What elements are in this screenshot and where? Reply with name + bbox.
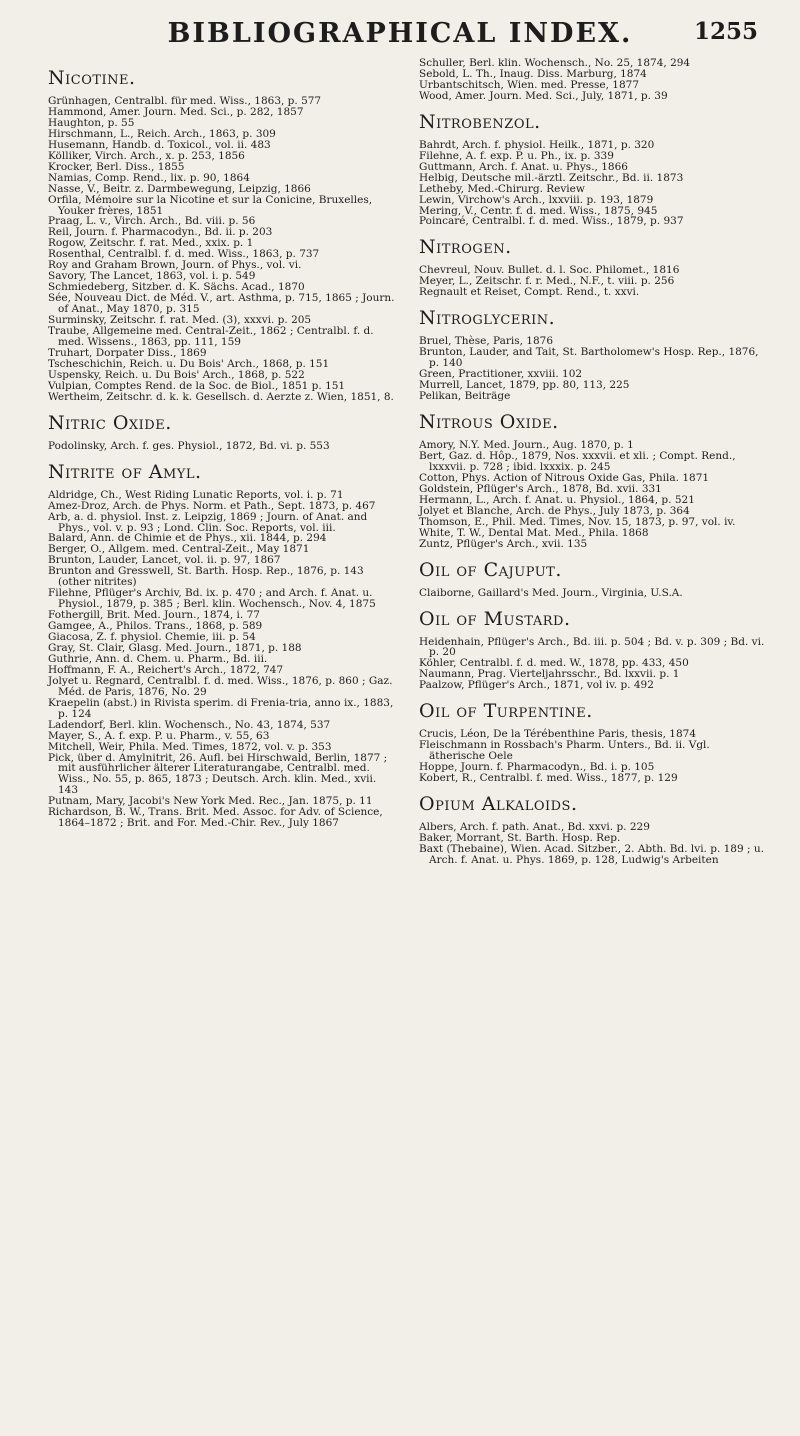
index-entry: Crucis, Léon, De la Térébenthine Paris, thesis, 1874: [419, 728, 696, 741]
index-entry: Balard, Ann. de Chimie et de Phys., xii. 1844, p. 294: [48, 532, 327, 545]
index-entry: Wertheim, Zeitschr. d. k. k. Gesellsch. d. Aerzte z. Wien, 1851, 8.: [48, 390, 394, 403]
index-entry: Gray, St. Clair, Glasg. Med. Journ., 1871, p. 188: [48, 641, 302, 654]
section-heading: Nicotine.: [48, 67, 136, 89]
index-entry: Hoppe, Journ. f. Pharmacodyn., Bd. i. p. 105: [419, 761, 655, 774]
index-entry: Grünhagen, Centralbl. für med. Wiss., 1863, p. 577: [48, 95, 322, 107]
index-entry: Praag, L. v., Virch. Arch., Bd. viii. p. 56: [48, 215, 256, 228]
section-heading: Nitroglycerin.: [419, 307, 556, 330]
index-entry: Wood, Amer. Journ. Med. Sci., July, 1871, p. 39: [419, 89, 668, 102]
index-entry: Amez-Droz, Arch. de Phys. Norm. et Path., Sept. 1873, p. 467: [48, 499, 376, 512]
index-entry: Poincaré, Centralbl. f. d. med. Wiss., 1879, p. 937: [419, 215, 684, 228]
index-entry: Richardson, B. W., Trans. Brit. Med. Assoc. for Adv. of Science, 1864–1872 ; Brit. and For. Med.-Chir. Rev., July 1867: [48, 806, 383, 830]
index-entry: Orfila, Mémoire sur la Nicotine et sur la Conicine, Bruxelles, Youker frères, 1851: [48, 193, 373, 217]
section-heading: Nitric Oxide.: [48, 411, 172, 434]
index-entry: Sée, Nouveau Dict. de Méd. V., art. Asthma, p. 715, 1865 ; Journ. of Anat., May 1870, p. 315: [48, 292, 395, 316]
index-entry: Podolinsky, Arch. f. ges. Physiol., 1872, Bd. vi. p. 553: [48, 439, 330, 452]
index-entry: Goldstein, Pflüger's Arch., 1878, Bd. xvii. 331: [419, 482, 662, 495]
index-entry: Haughton, p. 55: [48, 116, 135, 129]
index-entry: Tscheschichin, Reich. u. Du Bois' Arch., 1868, p. 151: [48, 357, 330, 370]
index-section: [419, 58, 769, 102]
index-section: [48, 410, 398, 452]
index-entry: Helbig, Deutsche mil.-ärztl. Zeitschr., Bd. ii. 1873: [419, 171, 684, 184]
index-entry: Amory, N.Y. Med. Journ., Aug. 1870, p. 1: [419, 439, 634, 452]
index-entry: Aldridge, Ch., West Riding Lunatic Reports, vol. i. p. 71: [48, 488, 344, 501]
index-entry: Nasse, V., Beitr. z. Darmbewegung, Leipzig, 1866: [48, 182, 311, 195]
index-entry: Kobert, R., Centralbl. f. med. Wiss., 1877, p. 129: [419, 772, 678, 785]
index-entry: Surminsky, Zeitschr. f. rat. Med. (3), xxxvi. p. 205: [48, 314, 312, 327]
index-entry: Sebold, L. Th., Inaug. Diss. Marburg, 1874: [419, 67, 647, 80]
index-entry: Vulpian, Comptes Rend. de la Soc. de Biol., 1851 p. 151: [48, 379, 346, 392]
section-heading: Oil of Cajuput.: [419, 558, 562, 581]
index-entry: Zuntz, Pflüger's Arch., xvii. 135: [419, 537, 588, 550]
index-entry: Schuller, Berl. klin. Wochensch., No. 25, 1874, 294: [419, 57, 691, 69]
index-section: [419, 409, 769, 550]
index-entry: Baker, Morrant, St. Barth. Hosp. Rep.: [419, 831, 621, 844]
index-section: [419, 698, 769, 784]
index-entry: Mering, V., Centr. f. d. med. Wiss., 1875, 945: [419, 204, 658, 217]
index-section: [419, 109, 769, 228]
index-entry: Claiborne, Gaillard's Med. Journ., Virginia, U.S.A.: [419, 586, 683, 599]
index-entry: Meyer, L., Zeitschr. f. r. Med., N.F., t. viii. p. 256: [419, 275, 675, 288]
index-entry: Husemann, Handb. d. Toxicol., vol. ii. 483: [48, 138, 271, 151]
index-section: [48, 65, 398, 403]
index-entry: Lewin, Virchow's Arch., lxxviii. p. 193, 1879: [419, 193, 654, 206]
section-heading: Oil of Turpentine.: [419, 700, 593, 723]
index-entry: Hermann, L., Arch. f. Anat. u. Physiol., 1864, p. 521: [419, 493, 695, 506]
index-entry: Gamgee, A., Philos. Trans., 1868, p. 589: [48, 620, 263, 633]
index-entry: Giacosa, Z. f. physiol. Chemie, iii. p. 54: [48, 631, 256, 644]
index-section: [419, 234, 769, 298]
index-entry: Guthrie, Ann. d. Chem. u. Pharm., Bd. iii.: [48, 652, 268, 665]
index-entry: Mitchell, Weir, Phila. Med. Times, 1872, vol. v. p. 353: [48, 740, 332, 753]
index-entry: Thomson, E., Phil. Med. Times, Nov. 15, 1873, p. 97, vol. iv.: [419, 515, 736, 528]
index-entry: White, T. W., Dental Mat. Med., Phila. 1868: [419, 526, 649, 539]
section-heading: Nitrous Oxide.: [419, 411, 559, 434]
index-entry: Rosenthal, Centralbl. f. d. med. Wiss., 1863, p. 737: [48, 248, 320, 261]
index-entry: Filehne, Pflüger's Archiv, Bd. ix. p. 470 ; and Arch. f. Anat. u. Physiol., 1879, p. 385 ; Berl. klin. Wochensch., Nov. 4, 1875: [48, 587, 376, 611]
index-entry: Hirschmann, L., Reich. Arch., 1863, p. 309: [48, 127, 276, 140]
index-entry: Brunton, Lauder, Lancet, vol. ii. p. 97, 1867: [48, 554, 281, 567]
index-entry: Krocker, Berl. Diss., 1855: [48, 160, 185, 173]
section-heading: Nitrogen.: [419, 236, 512, 259]
section-heading: Nitrite of Amyl.: [48, 460, 202, 483]
index-entry: Arb, a. d. physiol. Inst. z. Leipzig, 1869 ; Journ. of Anat. and Phys., vol. v. p. 93 ; Lond. Clin. Soc. Reports, vol. iii.: [48, 510, 368, 534]
index-entry: Naumann, Prag. Vierteljahrsschr., Bd. lxxvii. p. 1: [419, 668, 680, 681]
index-entry: Savory, The Lancet, 1863, vol. i. p. 549: [48, 270, 256, 283]
index-entry: Brunton and Gresswell, St. Barth. Hosp. Rep., 1876, p. 143 (other nitrites): [48, 565, 364, 589]
index-entry: Kraepelin (abst.) in Rivista sperim. di Frenia-tria, anno ix., 1883, p. 124: [48, 696, 394, 720]
index-entry: Schmiedeberg, Sitzber. d. K. Sächs. Acad., 1870: [48, 281, 305, 294]
index-entry: Fleischmann in Rossbach's Pharm. Unters., Bd. ii. Vgl. ätherische Oele: [419, 739, 710, 763]
section-heading: Oil of Mustard.: [419, 607, 571, 630]
left-column: [48, 58, 398, 829]
section-heading: Opium Alkaloids.: [419, 793, 578, 816]
index-entry: Bert, Gaz. d. Hôp., 1879, Nos. xxxvii. et xli. ; Compt. Rend., lxxxvii. p. 728 ; ibid. lxxxix. p. 245: [419, 449, 736, 473]
index-entry: Köhler, Centralbl. f. d. med. W., 1878, pp. 433, 450: [419, 657, 689, 670]
page-title: BIBLIOGRAPHICAL INDEX.: [167, 18, 633, 49]
index-entry: Roy and Graham Brown, Journ. of Phys., vol. vi.: [48, 259, 302, 272]
index-entry: Green, Practitioner, xxviii. 102: [419, 368, 583, 381]
index-section: [48, 459, 398, 830]
index-entry: Chevreul, Nouv. Bullet. d. l. Soc. Philomet., 1816: [419, 264, 680, 277]
index-section: [419, 606, 769, 692]
index-entry: Kölliker, Virch. Arch., x. p. 253, 1856: [48, 149, 245, 162]
index-entry: Baxt (Thebaine), Wien. Acad. Sitzber., 2. Abth. Bd. lvi. p. 189 ; u. Arch. f. Anat. u. Phys. 1869, p. 128, Ludwig's Arbeiten: [419, 842, 764, 866]
index-entry: Jolyet et Blanche, Arch. de Phys., July 1873, p. 364: [419, 504, 690, 517]
index-entry: Truhart, Dorpater Diss., 1869: [48, 346, 207, 359]
index-entry: Albers, Arch. f. path. Anat., Bd. xxvi. p. 229: [419, 821, 650, 834]
index-entry: Mayer, S., A. f. exp. P. u. Pharm., v. 55, 63: [48, 729, 270, 742]
index-entry: Brunton, Lauder, and Tait, St. Bartholomew's Hosp. Rep., 1876, p. 140: [419, 346, 759, 370]
index-entry: Urbantschitsch, Wien. med. Presse, 1877: [419, 78, 640, 91]
index-entry: Traube, Allgemeine med. Central-Zeit., 1862 ; Centralbl. f. d. med. Wissens., 1863, pp. 111, 159: [48, 325, 374, 348]
index-section: [419, 557, 769, 599]
index-section: [419, 791, 769, 866]
index-entry: Regnault et Reiset, Compt. Rend., t. xxvi.: [419, 286, 640, 299]
index-section: [419, 305, 769, 402]
index-entry: Putnam, Mary, Jacobi's New York Med. Rec., Jan. 1875, p. 11: [48, 795, 373, 808]
index-entry: Bruel, Thèse, Paris, 1876: [419, 335, 554, 348]
index-entry: Pelikan, Beiträge: [419, 390, 511, 403]
index-entry: Guttmann, Arch. f. Anat. u. Phys., 1866: [419, 160, 628, 173]
index-entry: Filehne, A. f. exp. P. u. Ph., ix. p. 339: [419, 149, 614, 162]
section-heading: Nitrobenzol.: [419, 110, 541, 133]
index-entry: Murrell, Lancet, 1879, pp. 80, 113, 225: [419, 379, 630, 392]
index-entry: Bahrdt, Arch. f. physiol. Heilk., 1871, p. 320: [419, 138, 655, 151]
index-entry: Fothergill, Brit. Med. Journ., 1874, i. 77: [48, 609, 260, 622]
index-entry: Ladendorf, Berl. klin. Wochensch., No. 43, 1874, 537: [48, 718, 331, 731]
index-entry: Hammond, Amer. Journ. Med. Sci., p. 282, 1857: [48, 105, 304, 118]
index-entry: Heidenhain, Pflüger's Arch., Bd. iii. p. 504 ; Bd. v. p. 309 ; Bd. vi. p. 20: [419, 635, 765, 659]
index-entry: Rogow, Zeitschr. f. rat. Med., xxix. p. 1: [48, 237, 254, 250]
index-entry: Reil, Journ. f. Pharmacodyn., Bd. ii. p. 203: [48, 226, 273, 239]
index-entry: Pick, über d. Amylnitrit, 26. Aufl. bei Hirschwald, Berlin, 1877 ; mit ausführlicher älterer Literaturangabe, Centralbl. med. Wiss., No. 55, p. 865, 1873 ; Deutsch. Arch. klin. Med., xvii. 143: [48, 751, 388, 797]
index-entry: Namias, Comp. Rend., lix. p. 90, 1864: [48, 171, 250, 184]
index-entry: Cotton, Phys. Action of Nitrous Oxide Gas, Phila. 1871: [419, 471, 710, 484]
index-entry: Hoffmann, F. A., Reichert's Arch., 1872, 747: [48, 663, 284, 676]
index-entry: Paalzow, Pflüger's Arch., 1871, vol iv. p. 492: [419, 679, 654, 692]
index-entry: Jolyet u. Regnard, Centralbl. f. d. med. Wiss., 1876, p. 860 ; Gaz. Méd. de Paris, 1876, No. 29: [48, 674, 393, 698]
right-column: [419, 58, 769, 866]
index-entry: Berger, O., Allgem. med. Central-Zeit., May 1871: [48, 543, 310, 556]
index-entry: Uspensky, Reich. u. Du Bois' Arch., 1868, p. 522: [48, 368, 305, 381]
page-header: [0, 12, 800, 56]
page-number: 1255: [693, 18, 758, 45]
index-entry: Letheby, Med.-Chirurg. Review: [419, 182, 585, 195]
